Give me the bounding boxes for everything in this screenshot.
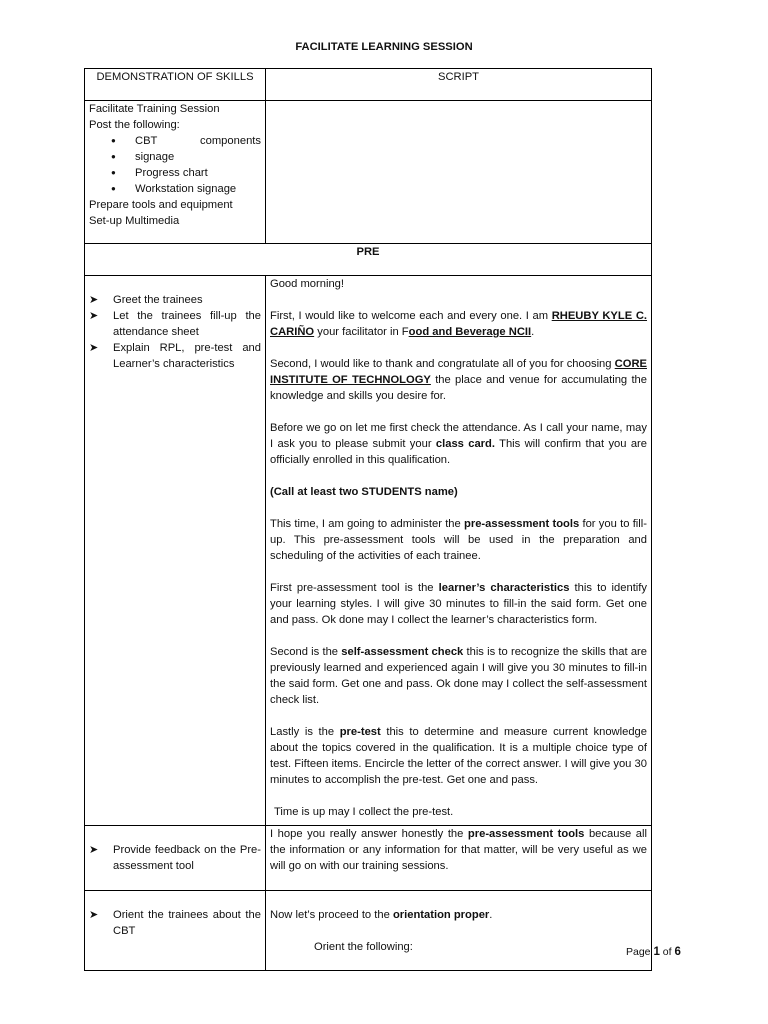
header-script: SCRIPT	[266, 69, 652, 101]
header-demonstration: DEMONSTRATION OF SKILLS	[85, 69, 266, 101]
page-number: 1	[653, 946, 660, 958]
arrow-bullet-icon: ➤	[89, 310, 99, 322]
script-paragraph: Before we go on let me first check the attendance. As I call your name, may I ask you to please submit your class card. This will confirm that you are officially enrolled in this qualification.	[270, 422, 647, 466]
arrow-bullet-icon: ➤	[89, 909, 99, 921]
orient-row	[85, 891, 652, 971]
course-name: ood and Beverage NCII	[408, 326, 532, 338]
feedback-skill-cell	[85, 826, 266, 891]
bullet-item: ● CBT components	[111, 133, 261, 149]
skill-item: ➤ Orient the trainees about the CBT	[89, 909, 261, 937]
script-paragraph: This time, I am going to administer the pre-assessment tools for you to fill-up. This pre-assessment tools will be used in the preparation and scheduling of the activities of each trainee.	[270, 518, 647, 562]
script-paragraph: First pre-assessment tool is the learner’s characteristics this to identify your learning styles. I will give 30 minutes to fill-in the said form. Get one and pass. Ok done may I collect the learner’s characteristics form.	[270, 582, 647, 626]
script-paragraph: Second, I would like to thank and congratulate all of you for choosing CORE INSTITUTE OF TECHNOLOGY the place and venue for accumulating the knowledge and skills you desire for.	[270, 358, 647, 402]
skill-item: ➤ Provide feedback on the Pre-assessment tool	[89, 844, 261, 872]
skills-list	[89, 292, 261, 372]
setup-row	[85, 101, 652, 244]
setup-line: Post the following:	[89, 119, 180, 131]
setup-cell	[85, 101, 266, 244]
arrow-bullet-icon: ➤	[89, 844, 99, 856]
feedback-script-cell	[266, 826, 652, 891]
pre-row	[85, 244, 652, 276]
pre-label: PRE	[85, 244, 652, 276]
script-paragraph: First, I would like to welcome each and every one. I am RHEUBY KYLE C. CARIÑO your facilitator in Food and Beverage NCII.	[270, 310, 648, 338]
skill-item: ➤ Explain RPL, pre-test and Learner’s characteristics	[89, 342, 261, 370]
bullet-text: signage	[135, 151, 175, 163]
skills-cell	[85, 276, 266, 826]
skill-item: ➤ Greet the trainees	[89, 294, 203, 306]
setup-line: Set-up Multimedia	[89, 215, 180, 227]
feedback-row	[85, 826, 652, 891]
setup-line: Facilitate Training Session	[89, 103, 220, 115]
orient-skill-cell	[85, 891, 266, 971]
main-row	[85, 276, 652, 826]
script-instruction: (Call at least two STUDENTS name)	[270, 486, 458, 498]
script-greeting: Good morning!	[270, 278, 345, 290]
bullet-item: ● Progress chart	[111, 165, 261, 181]
bullet-continuation	[111, 149, 261, 165]
session-table	[84, 68, 652, 971]
header-row	[85, 69, 652, 101]
setup-script-cell	[266, 101, 652, 244]
document-title: FACILITATE LEARNING SESSION	[295, 41, 473, 53]
facilitator-name: RHEUBY KYLE C. CARIÑO	[270, 310, 648, 338]
script-paragraph: Time is up may I collect the pre-test.	[274, 806, 454, 818]
script-paragraph: Now let’s proceed to the orientation proper.	[270, 909, 493, 921]
script-cell	[266, 276, 652, 826]
script-paragraph: Orient the following:	[314, 941, 413, 953]
arrow-bullet-icon: ➤	[89, 294, 99, 306]
arrow-bullet-icon: ➤	[89, 342, 99, 354]
page-total: 6	[674, 946, 681, 958]
script-paragraph: Lastly is the pre-test this to determine and measure current knowledge about the topics covered in the qualification. It is a multiple choice type of test. Fifteen items. Encircle the letter of the correct answer. I will give you 30 minutes to accomplish the pre-test. Get one and pass.	[270, 726, 648, 786]
setup-bullet-list	[89, 133, 261, 197]
school-name: CORE INSTITUTE OF TECHNOLOGY	[270, 358, 647, 386]
page-footer: Page 1 of 6	[626, 946, 681, 958]
script-paragraph: Second is the self-assessment check this is to recognize the skills that are previously learned and experienced again I will give you 30 minutes to fill-in the said form. Get one and pass. Ok done may I collect the self-assessment check list.	[270, 646, 647, 706]
orient-script-cell	[266, 891, 652, 971]
setup-line: Prepare tools and equipment	[89, 199, 233, 211]
skill-item: ➤ Let the trainees fill-up the attendance sheet	[89, 310, 261, 338]
script-paragraph: I hope you really answer honestly the pre-assessment tools because all the information or any information for that matter, will be very useful as we will go on with our training sessions.	[270, 828, 648, 872]
bullet-item: ● Workstation signage	[111, 181, 261, 197]
